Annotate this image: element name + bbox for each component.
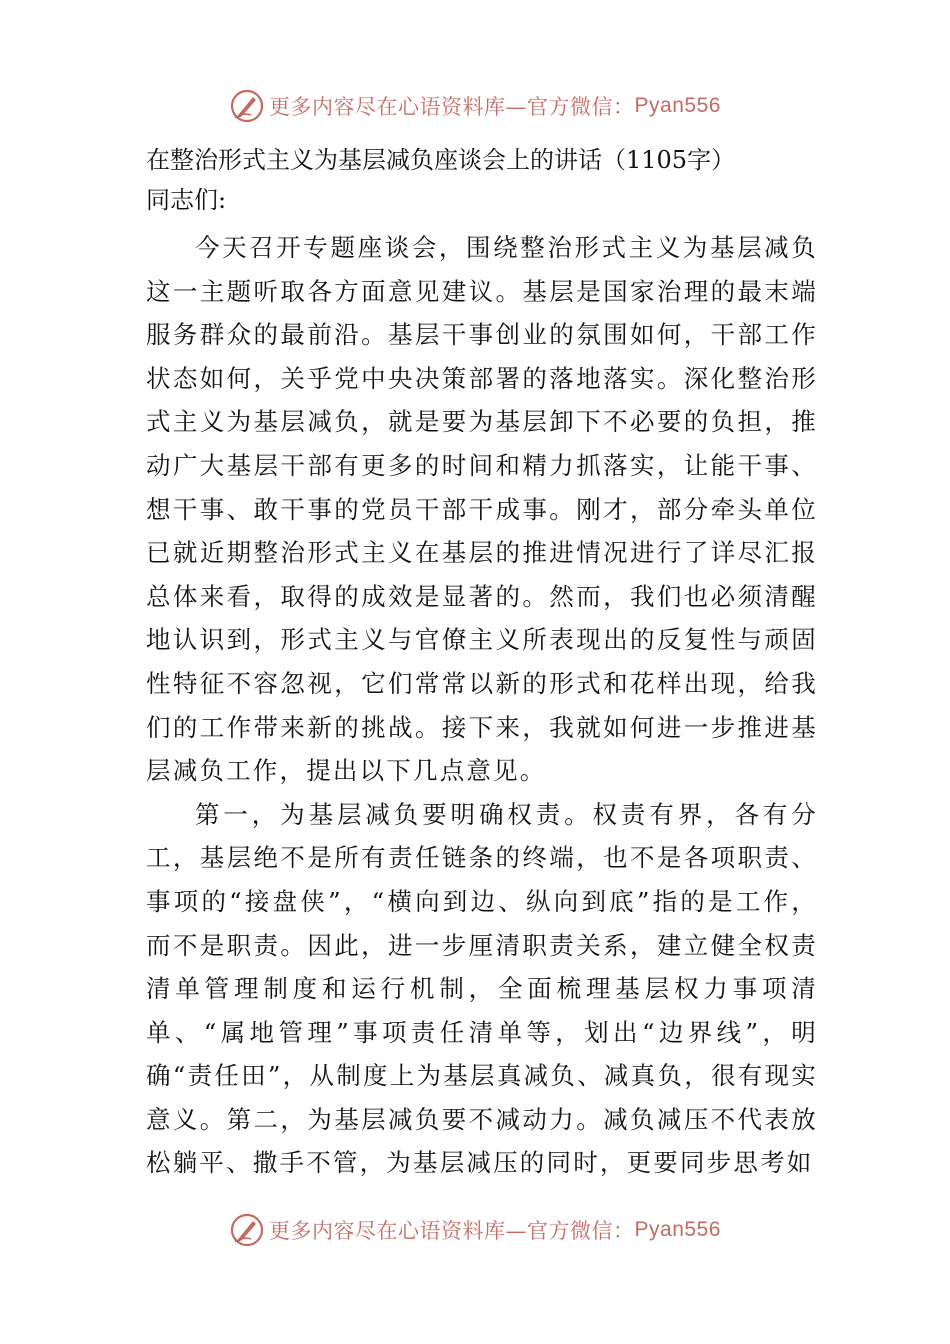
- salutation: 同志们:: [146, 186, 227, 214]
- document-body: [146, 140, 818, 1185]
- pen-logo-icon: [229, 88, 265, 124]
- wechat-id: Pyan556: [634, 1218, 721, 1241]
- watermark-text: 更多内容尽在心语资料库—官方微信：: [269, 1219, 635, 1243]
- paragraph-points: 第一，为基层减负要明确权责。权责有界，各有分工，基层绝不是所有责任链条的终端，也不是各项职责、事项的“接盘侠”，“横向到边、纵向到底”指的是工作，而不是职责。因此，进一步厘清职责关系，建立健全权责清单管理制度和运行机制，全面梳理基层权力事项清单、“属地管理”事项责任清单等，划出“边界线”，明确“责任田”，从制度上为基层真减负、减真负，很有现实意义。第二，为基层减负要不减动力。减负减压不代表放松躺平、撒手不管，为基层减压的同时，更要同步思考如: [146, 799, 818, 1178]
- footer-watermark: [0, 1210, 950, 1250]
- header-watermark: [0, 86, 950, 126]
- document-title: 在整治形式主义为基层减负座谈会上的讲话（1105字）: [146, 146, 736, 174]
- wechat-id: Pyan556: [634, 94, 721, 117]
- pen-logo-icon: [229, 1212, 265, 1248]
- watermark-text: 更多内容尽在心语资料库—官方微信：: [269, 95, 635, 119]
- paragraph-intro: 今天召开专题座谈会，围绕整治形式主义为基层减负这一主题听取各方面意见建议。基层是国家治理的最末端服务群众的最前沿。基层干事创业的氛围如何，干部工作状态如何，关乎党中央决策部署的落地落实。深化整治形式主义为基层减负，就是要为基层卸下不必要的负担，推动广大基层干部有更多的时间和精力抓落实，让能干事、想干事、敢干事的党员干部干成事。刚才，部分牵头单位已就近期整治形式主义在基层的推进情况进行了详尽汇报总体来看，取得的成效是显著的。然而，我们也必须清醒地认识到，形式主义与官僚主义所表现出的反复性与顽固性特征不容忽视，它们常常以新的形式和花样出现，给我们的工作带来新的挑战。接下来，我就如何进一步推进基层减负工作，提出以下几点意见。: [146, 233, 818, 786]
